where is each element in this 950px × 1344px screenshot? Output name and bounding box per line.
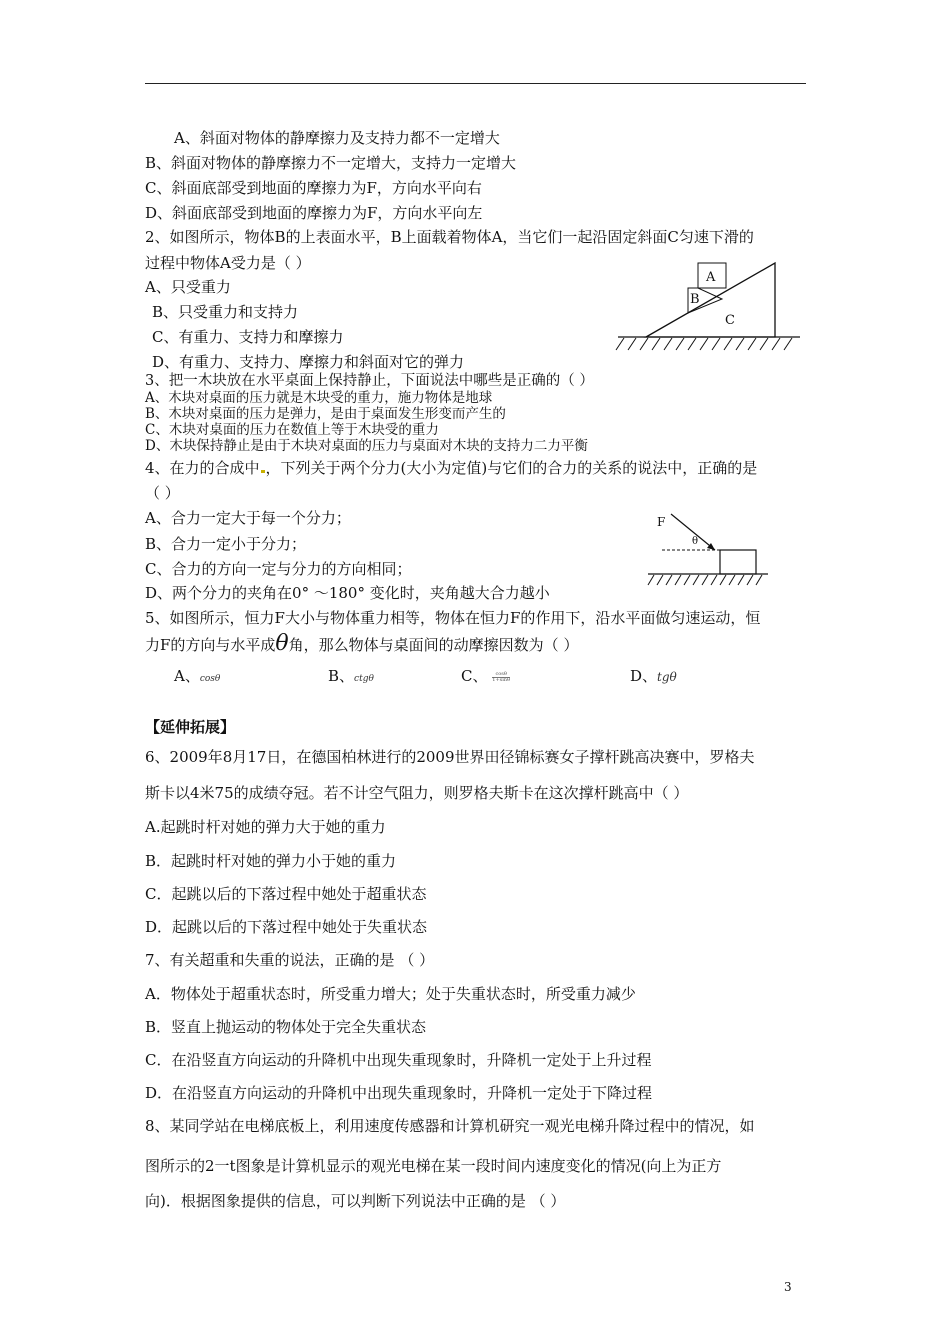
theta-symbol: θ [275, 631, 289, 656]
q3-option-a: A、木块对桌面的压力就是木块受的重力，施力物体是地球 [145, 390, 493, 406]
q4-stem-start: 4、在力的合成中 [145, 459, 260, 477]
q6-option-b: B．起跳时杆对她的弹力小于她的重力 [145, 852, 397, 870]
q7-option-b: B．竖直上抛运动的物体处于完全失重状态 [145, 1018, 427, 1036]
q6-option-d: D．起跳以后的下落过程中她处于失重状态 [145, 918, 428, 936]
q5-option-c-fraction [492, 672, 510, 683]
q8-stem-line3: 向)．根据图象提供的信息，可以判断下列说法中正确的是 （ ） [145, 1192, 566, 1210]
q5-option-d-value: tgθ [657, 670, 677, 684]
force-figure [640, 508, 775, 594]
q4-option-b: B、合力一定小于分力； [145, 535, 307, 553]
block-a-label: A [706, 270, 716, 285]
q5-option-b [328, 667, 374, 688]
q4-stem-line2: （ ） [145, 484, 180, 502]
q4-option-c: C、合力的方向一定与分力的方向相同； [145, 560, 412, 578]
anchor-marker [261, 470, 265, 473]
q6-option-c: C．起跳以后的下落过程中她处于超重状态 [145, 885, 427, 903]
page-number: 3 [784, 1280, 792, 1294]
q3-option-c: C、木块对桌面的压力在数值上等于木块受的重力 [145, 422, 439, 438]
q2-stem-line2: 过程中物体A受力是（ ） [145, 254, 311, 272]
q5-option-c-numerator: cosθ [495, 670, 507, 677]
section-heading: 【延伸拓展】 [145, 718, 236, 736]
q8-stem-line1: 8、某同学站在电梯底板上，利用速度传感器和计算机研究一观光电梯升降过程中的情况，如 [145, 1117, 755, 1135]
q5-option-b-value: ctgθ [354, 674, 374, 684]
force-f-label: F [657, 515, 666, 529]
q6-stem-line2: 斯卡以4米75的成绩夺冠。若不计空气阻力，则罗格夫斯卡在这次撑杆跳高中（ ） [145, 784, 689, 802]
q5-option-c-letter: C、 [461, 667, 488, 685]
q1-option-d: D、斜面底部受到地面的摩擦力为F，方向水平向左 [145, 204, 483, 222]
incline-figure [610, 258, 805, 358]
q3-stem: 3、把一木块放在水平桌面上保持静止，下面说法中哪些是正确的（ ） [145, 373, 594, 389]
q1-option-c: C、斜面底部受到地面的摩擦力为F，方向水平向右 [145, 179, 482, 197]
q7-option-d: D．在沿竖直方向运动的升降机中出现失重现象时，升降机一定处于下降过程 [145, 1084, 653, 1102]
q5-stem-end: 角，那么物体与桌面间的动摩擦因数为（ ） [288, 636, 579, 654]
q7-stem: 7、有关超重和失重的说法，正确的是 （ ） [145, 951, 435, 969]
q4-option-d: D、两个分力的夹角在0° ～180° 变化时，夹角越大合力越小 [145, 584, 550, 602]
q4-stem-line1 [145, 459, 757, 477]
q7-option-a: A．物体处于超重状态时，所受重力增大；处于失重状态时，所受重力减少 [145, 985, 636, 1003]
q6-option-a: A.起跳时杆对她的弹力大于她的重力 [145, 818, 386, 836]
q2-option-c: C、有重力、支持力和摩擦力 [152, 328, 344, 346]
q5-stem-line2 [145, 631, 579, 656]
q5-option-c-denominator: 1+sinθ [492, 676, 511, 683]
q5-option-d [630, 667, 677, 686]
q5-stem-line1: 5、如图所示，恒力F大小与物体重力相等，物体在恒力F的作用下，沿水平面做匀速运动，恒 [145, 609, 761, 627]
q5-option-a-value: cosθ [199, 674, 221, 684]
q7-option-c: C．在沿竖直方向运动的升降机中出现失重现象时，升降机一定处于上升过程 [145, 1051, 652, 1069]
q5-stem-start: 力F的方向与水平成 [145, 636, 276, 654]
q5-option-a-letter: A、 [174, 667, 200, 685]
q2-option-a: A、只受重力 [145, 278, 231, 296]
q5-option-c [461, 667, 510, 685]
q2-option-d: D、有重力、支持力、摩擦力和斜面对它的弹力 [152, 353, 465, 371]
incline-c-label: C [725, 313, 735, 328]
q3-option-d: D、木块保持静止是由于木块对桌面的压力与桌面对木块的支持力二力平衡 [145, 438, 588, 454]
q1-option-b: B、斜面对物体的静摩擦力不一定增大，支持力一定增大 [145, 154, 517, 172]
q4-stem-end: ，下列关于两个分力(大小为定值)与它们的合力的关系的说法中，正确的是 [265, 459, 758, 477]
header-rule [145, 83, 806, 84]
q2-stem-line1: 2、如图所示，物体B的上表面水平，B上面载着物体A，当它们一起沿固定斜面C匀速下滑的 [145, 228, 754, 246]
q1-option-a: A、斜面对物体的静摩擦力及支持力都不一定增大 [174, 129, 500, 147]
theta-label: θ [692, 536, 699, 547]
block-b-label: B [690, 292, 700, 307]
q5-option-a [174, 667, 220, 688]
q2-option-b: B、只受重力和支持力 [152, 303, 299, 321]
q5-option-b-letter: B、 [328, 667, 355, 685]
q6-stem-line1: 6、2009年8月17日，在德国柏林进行的2009世界田径锦标赛女子撑杆跳高决赛中，罗格夫 [145, 748, 755, 766]
q8-stem-line2: 图所示的2一t图象是计算机显示的观光电梯在某一段时间内速度变化的情况(向上为正方 [145, 1157, 722, 1175]
q3-option-b: B、木块对桌面的压力是弹力，是由于桌面发生形变而产生的 [145, 406, 506, 422]
q4-option-a: A、合力一定大于每一个分力； [145, 509, 351, 527]
q5-option-d-letter: D、 [630, 667, 658, 685]
